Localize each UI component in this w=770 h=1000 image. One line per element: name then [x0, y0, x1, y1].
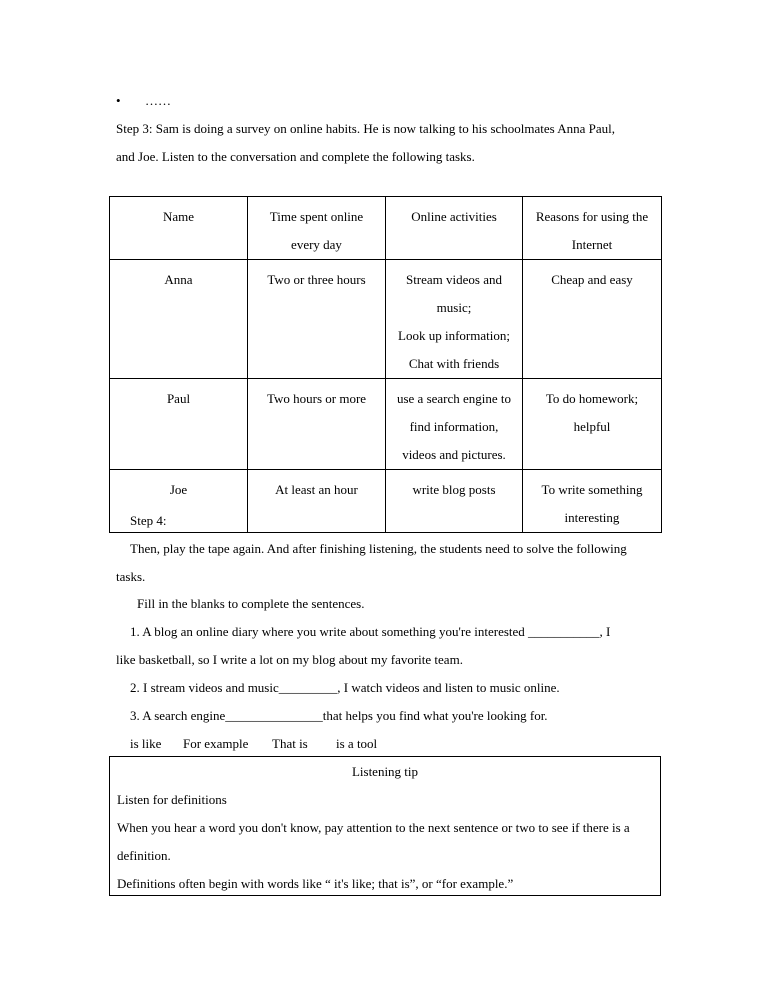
option-for-example: For example — [183, 736, 249, 751]
tip-line-4: Definitions often begin with words like “ it's like; that is”, or “for example.” — [117, 876, 514, 891]
option-is-like: is like — [130, 736, 162, 751]
header-name: Name — [110, 197, 248, 260]
tip-line-2: When you hear a word you don't know, pay attention to the next sentence or two to see if there is a — [117, 820, 630, 835]
cell-time: Two hours or more — [248, 379, 386, 470]
cell-activities: use a search engine to find information, videos and pictures. — [386, 379, 523, 470]
tip-title: Listening tip — [351, 764, 419, 779]
fill-instruction: Fill in the blanks to complete the sentences. — [137, 596, 365, 611]
cell-reasons: Cheap and easy — [523, 260, 662, 379]
table-header-row — [110, 197, 662, 260]
step4-line2: tasks. — [116, 569, 146, 584]
table-row — [110, 379, 662, 470]
table-row — [110, 470, 662, 533]
question-2: 2. I stream videos and music_________, I watch videos and listen to music online. — [130, 680, 560, 695]
tip-line-3: definition. — [117, 848, 171, 863]
cell-time: Two or three hours — [248, 260, 386, 379]
question-1-line2: like basketball, so I write a lot on my blog about my favorite team. — [116, 652, 463, 667]
cell-reasons: To do homework; helpful — [523, 379, 662, 470]
header-time: Time spent online every day — [248, 197, 386, 260]
survey-table — [109, 196, 662, 533]
listening-tip-box — [109, 756, 661, 896]
bullet-symbol: • — [116, 93, 121, 108]
cell-activities: Stream videos and music; Look up information; Chat with friends — [386, 260, 523, 379]
tip-line-1: Listen for definitions — [117, 792, 227, 807]
question-3: 3. A search engine_______________that helps you find what you're looking for. — [130, 708, 548, 723]
step4-label: Step 4: — [130, 513, 167, 528]
step4-line1: Then, play the tape again. And after finishing listening, the students need to solve the following — [130, 541, 627, 556]
step3-line2: and Joe. Listen to the conversation and complete the following tasks. — [116, 149, 475, 164]
cell-activities: write blog posts — [386, 470, 523, 533]
bullet-ellipsis: …… — [145, 93, 171, 108]
table-row — [110, 260, 662, 379]
cell-reasons: To write something interesting — [523, 470, 662, 533]
header-reasons: Reasons for using the Internet — [523, 197, 662, 260]
question-1-line1: 1. A blog an online diary where you write about something you're interested ___________, I — [130, 624, 611, 639]
cell-name: Paul — [110, 379, 248, 470]
header-activities: Online activities — [386, 197, 523, 260]
step3-line1: Step 3: Sam is doing a survey on online habits. He is now talking to his schoolmates Anna Paul, — [116, 121, 616, 136]
cell-name: Joe — [110, 470, 248, 533]
option-that-is: That is — [272, 736, 308, 751]
cell-name: Anna — [110, 260, 248, 379]
cell-time: At least an hour — [248, 470, 386, 533]
option-is-a-tool: is a tool — [336, 736, 378, 751]
